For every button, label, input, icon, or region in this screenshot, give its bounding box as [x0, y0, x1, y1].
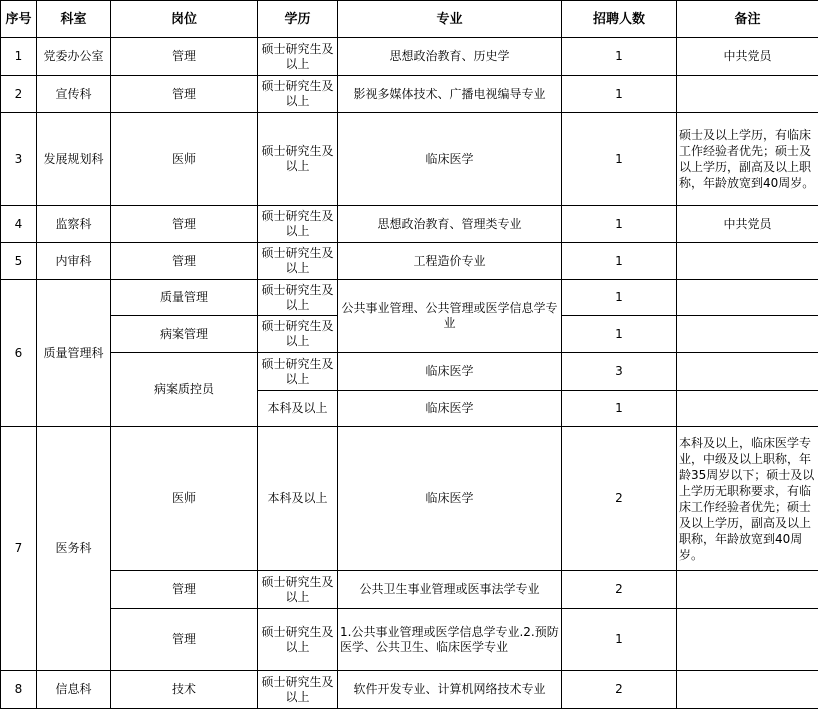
cell-edu: 硕士研究生及以上 [258, 609, 338, 671]
cell-major: 临床医学 [338, 113, 562, 206]
cell-note [677, 76, 818, 113]
cell-no: 1 [1, 38, 37, 76]
table-row [1, 427, 818, 571]
cell-edu: 硕士研究生及以上 [258, 571, 338, 609]
cell-post: 管理 [111, 76, 258, 113]
table-row [1, 671, 818, 709]
cell-edu: 硕士研究生及以上 [258, 671, 338, 709]
cell-note [677, 280, 818, 316]
cell-post: 病案质控员 [111, 353, 258, 427]
cell-no: 6 [1, 280, 37, 427]
header-cell: 科室 [37, 1, 111, 38]
cell-count: 1 [562, 316, 677, 353]
table-row [1, 76, 818, 113]
table-row [1, 113, 818, 206]
cell-post: 质量管理 [111, 280, 258, 316]
table-row [1, 280, 818, 316]
cell-edu: 硕士研究生及以上 [258, 280, 338, 316]
table-row [1, 243, 818, 280]
cell-no: 8 [1, 671, 37, 709]
cell-count: 1 [562, 206, 677, 243]
cell-note [677, 609, 818, 671]
cell-count: 2 [562, 427, 677, 571]
cell-note: 中共党员 [677, 206, 818, 243]
cell-major: 影视多媒体技术、广播电视编导专业 [338, 76, 562, 113]
header-cell: 序号 [1, 1, 37, 38]
cell-edu: 硕士研究生及以上 [258, 206, 338, 243]
cell-count: 1 [562, 76, 677, 113]
cell-post: 管理 [111, 206, 258, 243]
cell-edu: 本科及以上 [258, 427, 338, 571]
cell-count: 1 [562, 243, 677, 280]
cell-major: 思想政治教育、管理类专业 [338, 206, 562, 243]
cell-note: 本科及以上，临床医学专业，中级及以上职称，年龄35周岁以下；硕士及以上学历无职称要求，有临床工作经验者优先；硕士及以上学历，副高及以上职称，年龄放宽到40周岁。 [677, 427, 818, 571]
cell-post: 管理 [111, 571, 258, 609]
cell-no: 7 [1, 427, 37, 671]
cell-note [677, 353, 818, 391]
table-row [1, 38, 818, 76]
header-cell: 招聘人数 [562, 1, 677, 38]
cell-major: 公共事业管理、公共管理或医学信息学专业 [338, 280, 562, 353]
cell-count: 2 [562, 571, 677, 609]
cell-major: 临床医学 [338, 391, 562, 427]
cell-count: 1 [562, 609, 677, 671]
cell-major: 1.公共事业管理或医学信息学专业.2.预防医学、公共卫生、临床医学专业 [338, 609, 562, 671]
cell-edu: 硕士研究生及以上 [258, 113, 338, 206]
header-cell: 学历 [258, 1, 338, 38]
cell-post: 管理 [111, 243, 258, 280]
cell-edu: 硕士研究生及以上 [258, 316, 338, 353]
cell-post: 技术 [111, 671, 258, 709]
cell-dept: 信息科 [37, 671, 111, 709]
cell-no: 3 [1, 113, 37, 206]
cell-major: 临床医学 [338, 427, 562, 571]
cell-note [677, 571, 818, 609]
header-cell: 专业 [338, 1, 562, 38]
cell-note [677, 243, 818, 280]
cell-dept: 内审科 [37, 243, 111, 280]
cell-note [677, 391, 818, 427]
cell-dept: 发展规划科 [37, 113, 111, 206]
cell-dept: 宣传科 [37, 76, 111, 113]
cell-post: 管理 [111, 609, 258, 671]
cell-no: 5 [1, 243, 37, 280]
cell-edu: 硕士研究生及以上 [258, 243, 338, 280]
cell-count: 2 [562, 671, 677, 709]
cell-major: 临床医学 [338, 353, 562, 391]
cell-note: 硕士及以上学历，有临床工作经验者优先；硕士及以上学历，副高及以上职称，年龄放宽到40周岁。 [677, 113, 818, 206]
cell-major: 工程造价专业 [338, 243, 562, 280]
header-cell: 备注 [677, 1, 818, 38]
cell-dept: 监察科 [37, 206, 111, 243]
cell-count: 3 [562, 353, 677, 391]
cell-count: 1 [562, 280, 677, 316]
cell-major: 思想政治教育、历史学 [338, 38, 562, 76]
cell-edu: 硕士研究生及以上 [258, 76, 338, 113]
cell-no: 4 [1, 206, 37, 243]
header-cell: 岗位 [111, 1, 258, 38]
cell-note [677, 671, 818, 709]
cell-edu: 本科及以上 [258, 391, 338, 427]
cell-no: 2 [1, 76, 37, 113]
table-row [1, 353, 818, 391]
cell-post: 管理 [111, 38, 258, 76]
table-row [1, 609, 818, 671]
cell-post: 病案管理 [111, 316, 258, 353]
cell-post: 医师 [111, 113, 258, 206]
cell-dept: 质量管理科 [37, 280, 111, 427]
cell-count: 1 [562, 38, 677, 76]
cell-post: 医师 [111, 427, 258, 571]
cell-dept: 党委办公室 [37, 38, 111, 76]
cell-dept: 医务科 [37, 427, 111, 671]
cell-note: 中共党员 [677, 38, 818, 76]
cell-edu: 硕士研究生及以上 [258, 38, 338, 76]
cell-major: 软件开发专业、计算机网络技术专业 [338, 671, 562, 709]
table-row [1, 206, 818, 243]
cell-edu: 硕士研究生及以上 [258, 353, 338, 391]
cell-count: 1 [562, 391, 677, 427]
table-row [1, 571, 818, 609]
cell-count: 1 [562, 113, 677, 206]
cell-major: 公共卫生事业管理或医事法学专业 [338, 571, 562, 609]
header-row [1, 1, 818, 38]
cell-note [677, 316, 818, 353]
